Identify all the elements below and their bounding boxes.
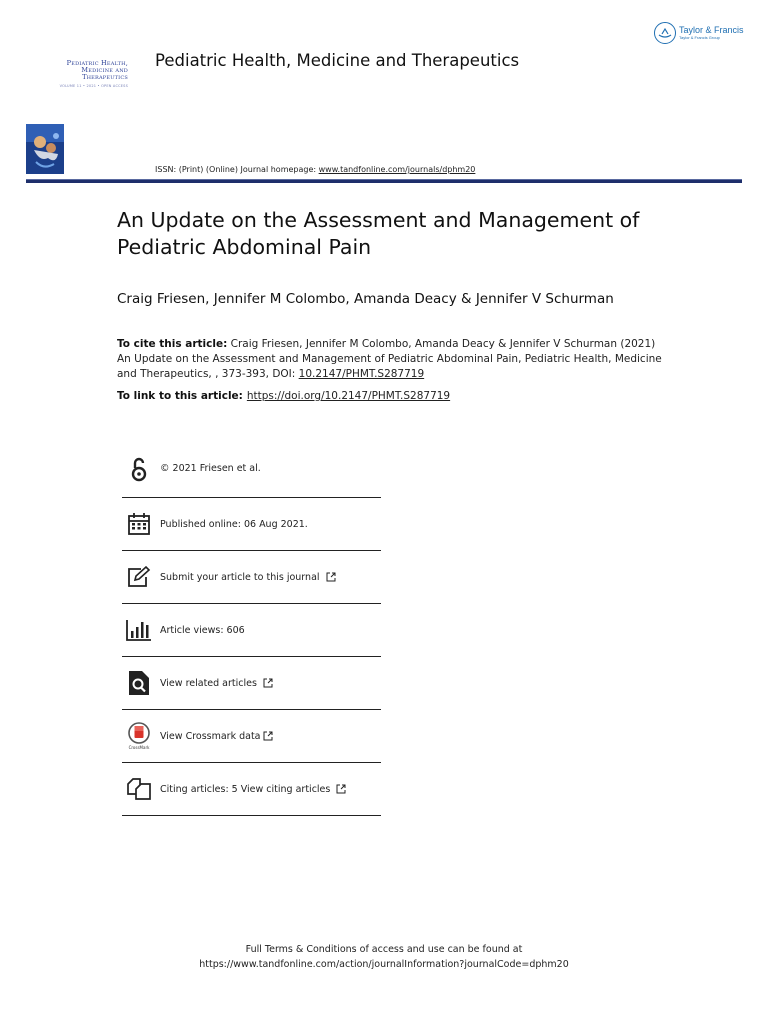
related-articles-link[interactable] [160, 678, 273, 689]
external-link-icon [336, 784, 346, 794]
published-row [122, 498, 381, 551]
article-views-row [122, 604, 381, 657]
article-title: An Update on the Assessment and Management of Pediatric Abdominal Pain [117, 208, 640, 259]
publisher-subname: Taylor & Francis Group [679, 35, 720, 40]
submit-article-link[interactable] [160, 572, 336, 583]
search-document-icon [126, 670, 152, 696]
article-info-list [122, 440, 381, 816]
issn-line [155, 165, 475, 174]
issn-text: ISSN: (Print) (Online) Journal homepage: [155, 165, 319, 174]
citation-block [117, 337, 662, 382]
citing-articles-label[interactable]: Citing articles: 5 View citing articles [160, 783, 331, 795]
terms-footer [0, 942, 768, 972]
journal-logo [48, 60, 128, 88]
article-link-label: To link to this article: [117, 390, 243, 402]
external-link-icon [263, 731, 273, 741]
header-divider [26, 180, 742, 183]
external-link-icon [263, 678, 273, 688]
related-articles-label[interactable]: View related articles [160, 677, 257, 689]
copyright-label: © 2021 Friesen et al. [160, 463, 261, 474]
journal-title: Pediatric Health, Medicine and Therapeutics [155, 51, 520, 70]
submit-article-label[interactable]: Submit your article to this journal [160, 571, 320, 583]
crossmark-row[interactable] [122, 710, 381, 763]
submit-article-row[interactable] [122, 551, 381, 604]
crossmark-label[interactable]: View Crossmark data [160, 730, 261, 742]
journal-cover-image [26, 124, 64, 174]
publisher-name: Taylor & Francis [679, 25, 744, 35]
citing-articles-row[interactable] [122, 763, 381, 816]
publisher-emblem-icon [654, 22, 676, 44]
article-authors: Craig Friesen, Jennifer M Colombo, Amanda Deacy & Jennifer V Schurman [117, 291, 614, 307]
terms-url[interactable]: https://www.tandfonline.com/action/journalInformation?journalCode=dphm20 [199, 959, 569, 970]
citation-text: Craig Friesen, Jennifer M Colombo, Amanda Deacy & Jennifer V Schurman (2021) An Update on the Assessment and Management of Pediatric Abdominal Pain, Pediatric Health, Medicine and Therapeutics, , 373-393, DOI: [117, 338, 662, 380]
crossmark-link[interactable] [160, 731, 273, 742]
journal-homepage-link[interactable]: www.tandfonline.com/journals/dphm20 [318, 165, 476, 174]
publisher-logo [654, 22, 744, 44]
bar-chart-icon [126, 617, 152, 643]
journal-logo-line: Therapeutics [82, 73, 128, 81]
citation-label: To cite this article: [117, 338, 228, 350]
article-doi-url[interactable]: https://doi.org/10.2147/PHMT.S287719 [246, 390, 451, 402]
external-link-icon [326, 572, 336, 582]
published-label: Published online: 06 Aug 2021. [160, 518, 308, 530]
citing-articles-link[interactable] [160, 784, 346, 795]
journal-logo-line: Pediatric Health, [66, 59, 128, 67]
calendar-icon [126, 511, 152, 537]
article-link-line [117, 390, 450, 402]
article-views-label: Article views: 606 [160, 624, 245, 636]
crossmark-icon [126, 723, 152, 749]
journal-logo-footer: VOLUME 11 • 2021 • OPEN ACCESS [59, 84, 128, 88]
related-articles-row[interactable] [122, 657, 381, 710]
open-access-icon [126, 456, 152, 482]
open-access-row [122, 440, 381, 498]
terms-text: Full Terms & Conditions of access and use can be found at [245, 944, 523, 955]
doi-link[interactable]: 10.2147/PHMT.S287719 [298, 368, 425, 380]
svg-text:CrossMark: CrossMark [128, 745, 150, 750]
journal-logo-line: Medicine and [81, 66, 128, 74]
citing-articles-icon [126, 776, 152, 802]
edit-icon [126, 564, 152, 590]
